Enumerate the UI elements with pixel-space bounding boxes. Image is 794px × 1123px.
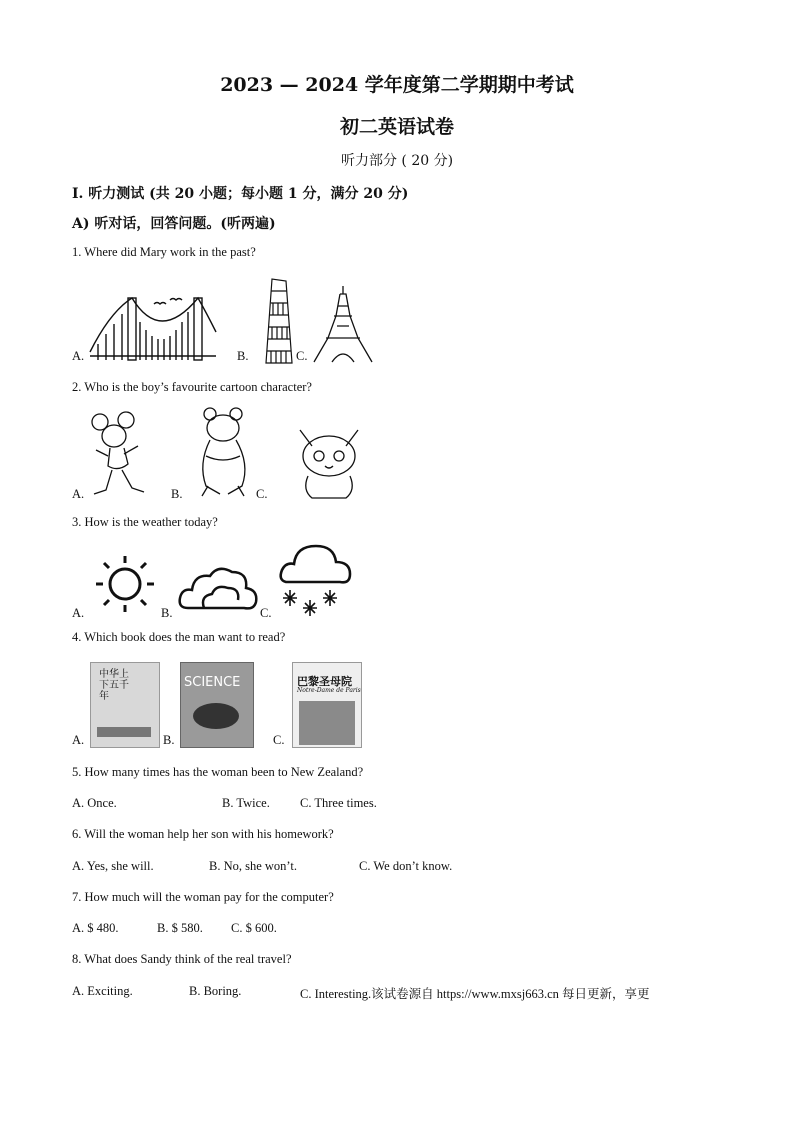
exam-title: 2023 — 2024 学年度第二学期期中考试 [220,74,574,96]
q6-option-a: A. Yes, she will. [72,859,154,873]
q2-option-c: C. [256,487,268,501]
science-book-title: SCIENCE [184,675,241,690]
q8-option-c: C. Interesting.该试卷源自 https://www.mxsj663.cn 每日更新，享更 [300,987,650,1001]
q7-option-c: C. $ 600. [231,921,277,935]
science-book-cover [180,662,254,748]
q1-option-a: A. [72,349,85,363]
cloudy-icon [178,560,262,616]
q8-option-a: A. Exciting. [72,984,133,998]
notre-dame-book-cover [292,662,362,748]
leaning-tower-image [256,275,296,365]
q5-option-c: C. Three times. [300,796,377,810]
q1-option-c: C. [296,349,308,363]
eiffel-tower-image [312,286,374,364]
q6-option-b: B. No, she won’t. [209,859,297,873]
q2-option-b: B. [171,487,183,501]
q7-option-a: A. $ 480. [72,921,119,935]
question-6: 6. Will the woman help her son with his homework? [72,827,334,841]
q4-option-b: B. [163,733,175,747]
q3-option-c: C. [260,606,272,620]
question-1: 1. Where did Mary work in the past? [72,245,256,259]
question-5: 5. How many times has the woman been to New Zealand? [72,765,364,779]
history-book-cover [90,662,160,748]
question-7: 7. How much will the woman pay for the computer? [72,890,334,904]
winnie-the-pooh-image [192,406,256,498]
q3-option-a: A. [72,606,85,620]
sunny-icon [92,554,158,614]
notre-dame-title: 巴黎圣母院 [297,675,352,688]
q3-option-b: B. [161,606,173,620]
part-a-heading: A) 听对话，回答问题。(听两遍) [72,216,276,232]
q4-option-c: C. [273,733,285,747]
q4-option-a: A. [72,733,85,747]
q5-option-a: A. Once. [72,796,117,810]
q5-option-b: B. Twice. [222,796,270,810]
q1-option-b: B. [237,349,249,363]
question-4: 4. Which book does the man want to read? [72,630,286,644]
q7-option-b: B. $ 580. [157,921,203,935]
q6-option-c: C. We don’t know. [359,859,453,873]
question-8: 8. What does Sandy think of the real travel? [72,952,292,966]
cartoon-fox-image [292,424,366,500]
section-heading: 听力部分 ( 20 分) [340,153,454,169]
mickey-mouse-image [88,410,152,500]
bridge-image [88,292,218,364]
question-3: 3. How is the weather today? [72,515,218,529]
exam-subtitle: 初二英语试卷 [339,116,454,138]
history-book-title: 中华上下五千年 [99,669,129,702]
q8-option-b: B. Boring. [189,984,242,998]
notre-dame-subtitle: Notre-Dame de Paris [297,687,361,694]
snowy-icon [278,540,354,620]
part-one-heading: I. 听力测试 (共 20 小题；每小题 1 分，满分 20 分) [72,186,409,202]
question-2: 2. Who is the boy’s favourite cartoon character? [72,380,312,394]
q2-option-a: A. [72,487,85,501]
